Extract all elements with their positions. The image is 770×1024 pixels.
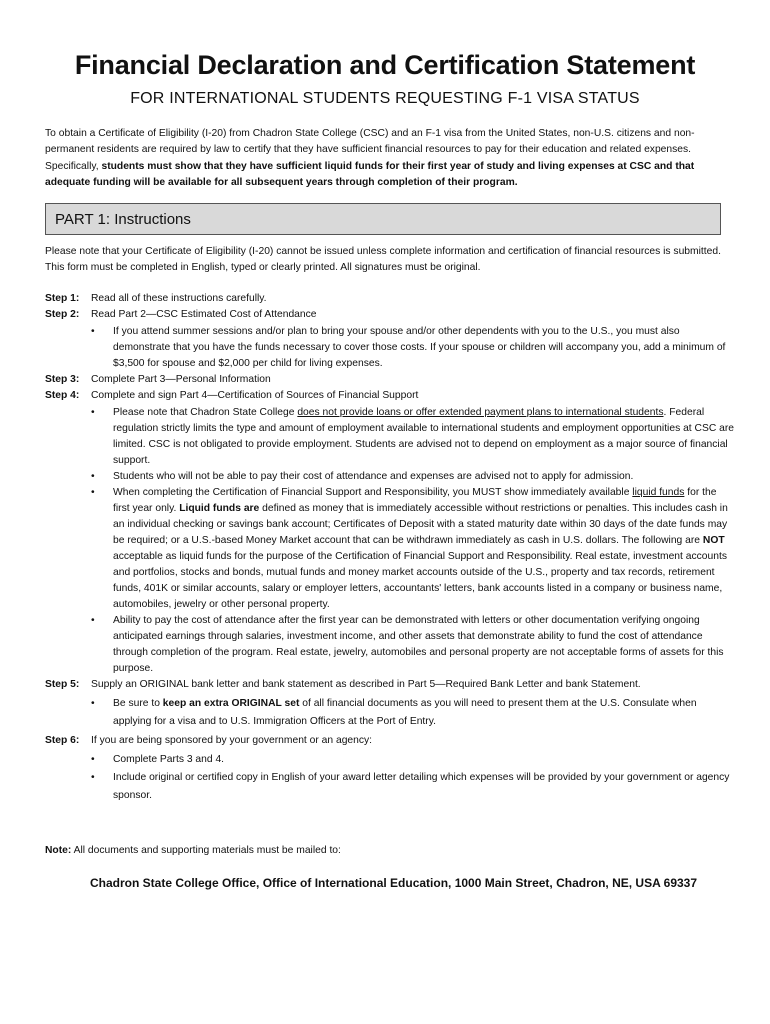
step-4-bullet-1-pre: Please note that Chadron State College [113,407,298,418]
intro-text: To obtain a Certificate of Eligibility (I-20) from Chadron State College (CSC) and an F-1 visa from the United States, non-U.S. citizens and non-permanent residents are required by law to certify that they have sufficient financial resources to pay for their education and related expenses. Specifically, [45,128,695,172]
step-5-label: Step 5: [45,679,80,690]
step-3-text: Complete Part 3—Personal Information [91,374,271,385]
bullet-icon: • [91,615,95,626]
step-4-bullet-3-bold: Liquid funds are [179,503,260,514]
part1-note: Please note that your Certificate of Eligibility (I-20) cannot be issued unless complete information and certification of financial resources is submitted. This form must be completed in English, typed or clearly printed. All signatures must be original. [45,246,721,274]
list-item [45,469,735,485]
step-6-bullets [45,751,735,805]
step-6 [45,733,735,749]
note-label: Note: [45,845,72,856]
step-4-bullet-4: Ability to pay the cost of attendance after the first year can be demonstrated with letters or other documentation verifying ongoing anticipated earnings through salaries, investment income, and other assets that demonstrate ability to fund the cost of attendance through completion of the program. Real estate, jewelry, automobiles and personal property are not acceptable forms of assets for this purpose. [113,615,724,674]
bullet-icon: • [91,471,95,482]
intro-paragraph [45,126,735,191]
bullet-icon: • [91,754,95,765]
step-4-text: Complete and sign Part 4—Certification of Sources of Financial Support [91,390,419,401]
step-4-bullet-1-underlined: does not provide loans or offer extended payment plans to international students [297,407,664,418]
step-6-bullet-1: Complete Parts 3 and 4. [113,754,225,765]
intro-bold-text: students must show that they have sufficient liquid funds for their first year of study and living expenses at CSC and that adequate funding will be available for all subsequent years through completion of their program. [45,160,695,188]
step-1 [45,291,735,307]
list-item [45,769,735,805]
step-3-label: Step 3: [45,374,80,385]
step-5-text: Supply an ORIGINAL bank letter and bank statement as described in Part 5—Required Bank Letter and bank Statement. [91,679,641,690]
step-2-bullet-1: If you attend summer sessions and/or plan to bring your spouse and/or other dependents with you to the U.S., you must also demonstrate that you have the funds necessary to cover those costs. If your spouse or children will accompany you, add a minimum of $3,500 for spouse and $2,000 per child for living expenses. [113,326,726,369]
step-3 [45,372,735,388]
list-item [45,405,735,469]
step-5 [45,677,735,693]
part1-header-box [45,203,721,235]
step-5-bullet-1-bold: keep an extra ORIGINAL set [162,698,300,709]
step-4 [45,388,735,404]
step-4-bullet-3-underlined: liquid funds [632,487,685,498]
list-item [45,751,735,769]
step-1-label: Step 1: [45,293,80,304]
document-subtitle: FOR INTERNATIONAL STUDENTS REQUESTING F-1 VISA STATUS [130,90,640,107]
bullet-icon: • [91,698,95,709]
mailing-address: Chadron State College Office, Office of International Education, 1000 Main Street, Chadron, NE, USA 69337 [90,876,698,890]
step-5-bullets [45,695,735,731]
bullet-icon: • [91,407,95,418]
step-2 [45,307,735,323]
step-4-bullet-1-post: . Federal regulation strictly limits the type and amount of employment available to international students and employment opportunities at CSC are limited. CSC is not obligated to provide employment. Students are advised not to depend on employment as a major source of financial support. [113,407,735,466]
bullet-icon: • [91,487,95,498]
step-2-label: Step 2: [45,309,80,320]
step-6-text: If you are being sponsored by your government or an agency: [91,735,373,746]
step-4-bullet-3-not: NOT [702,535,725,546]
step-2-text: Read Part 2—CSC Estimated Cost of Attendance [91,309,317,320]
step-5-bullet-1-post: of all financial documents as you will need to present them at the U.S. Consulate when applying for a visa and to U.S. Immigration Officers at the Port of Entry. [113,698,697,727]
step-4-bullet-3-a: When completing the Certification of Financial Support and Responsibility, you MUST show immediately available [113,487,633,498]
part1-title: PART 1: Instructions [55,211,191,228]
step-4-bullet-3-d: acceptable as liquid funds for the purpose of the Certification of Financial Support and Responsibility. Real estate, investment accounts and portfolios, stocks and bonds, mutual funds and money market accounts outside of the U.S., property and tax records, retirement funds, 401K or similar accounts, salary or employer letters, accountants' letters, bank accounts listed in a company or business name, automobiles, jewelry or other personal property. [113,551,727,610]
step-4-bullets [45,405,735,677]
step-4-bullet-3-b: for the first year only. [113,487,717,514]
mailing-note [45,845,341,856]
step-4-label: Step 4: [45,390,80,401]
step-4-bullet-3-c: defined as money that is immediately accessible without restrictions or penalties. This includes cash in an individual checking or savings bank account; Certificates of Deposit with a stated maturity date within 30 days of the date funds may be required; or a U.S.-based Money Market account that can be withdrawn immediately as cash in U.S. dollars. The following are [113,503,728,546]
step-1-text: Read all of these instructions carefully. [91,293,267,304]
bullet-icon: • [91,772,95,783]
step-5-bullet-1-pre: Be sure to [113,698,163,709]
step-2-bullets [45,324,735,372]
bullet-icon: • [91,326,95,337]
step-4-bullet-2: Students who will not be able to pay their cost of attendance and expenses are advised not to apply for admission. [113,471,634,482]
document-title: Financial Declaration and Certification Statement [74,50,696,80]
list-item [45,324,735,372]
list-item [45,613,735,677]
step-6-bullet-2: Include original or certified copy in English of your award letter detailing which expenses will be provided by your government or agency sponsor. [113,772,730,801]
note-text: All documents and supporting materials must be mailed to: [73,845,341,856]
steps-list [45,291,735,805]
step-6-label: Step 6: [45,735,80,746]
list-item [45,695,735,731]
list-item [45,485,735,613]
